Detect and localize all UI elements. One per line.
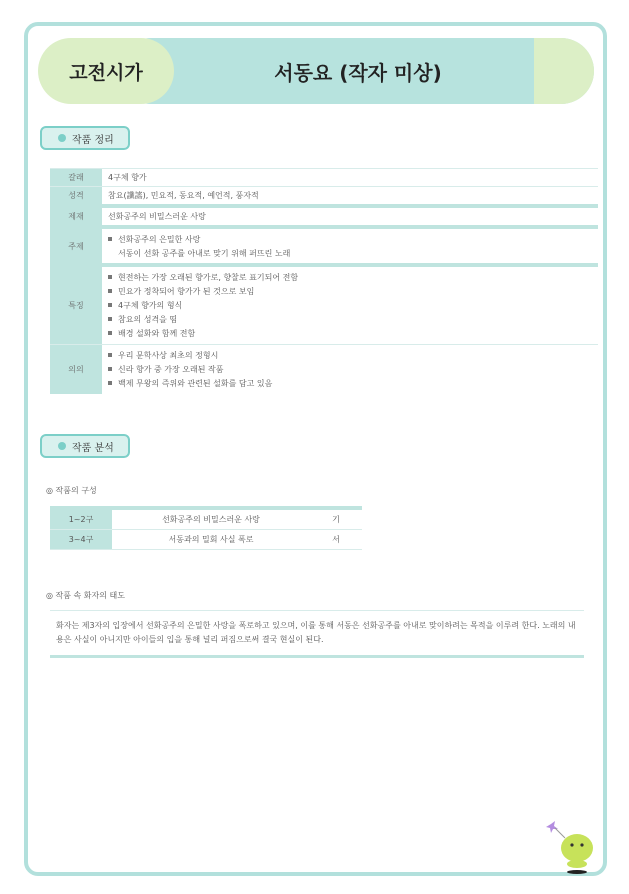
table-row — [50, 530, 362, 550]
table-row — [50, 206, 598, 227]
table-row — [50, 169, 598, 187]
table-row — [50, 265, 598, 345]
table-row — [50, 345, 598, 395]
header-cap — [534, 38, 594, 104]
analysis-intro: ◎ 작품의 구성 — [46, 486, 97, 495]
row-key: 제재 — [50, 206, 102, 227]
table-row — [50, 508, 362, 530]
row-key: 주제 — [50, 227, 102, 265]
bullet-icon — [58, 134, 66, 142]
structure-table — [50, 506, 362, 550]
section-label-text: 작품 분석 — [72, 442, 114, 454]
row-value: 현전하는 가장 오래된 향가로, 향찰로 표기되어 전함 민요가 정착되어 향가가 된 것으로 보임 4구체 향가의 형식 참요의 성격을 띰 배경 설화와 함께 전함 — [102, 265, 598, 345]
row-key: 3~4구 — [50, 530, 112, 550]
row-value: 선화공주의 은밀한 사랑 서동이 선화 공주를 아내로 맞기 위해 퍼뜨린 노래 — [102, 227, 598, 265]
row-value: 참요(讖謠), 민요적, 동요적, 예언적, 풍자적 — [102, 187, 598, 207]
sub-heading: ◎ 작품 속 화자의 태도 — [46, 591, 125, 600]
row-value: 선화공주의 비밀스러운 사랑 — [112, 508, 310, 530]
category-badge: 고전시가 — [38, 38, 174, 104]
row-value: 4구체 향가 — [102, 169, 598, 187]
row-value: 서동과의 밀회 사실 폭로 — [112, 530, 310, 550]
row-value: 우리 문학사상 최초의 정형시 신라 향가 중 가장 오래된 작품 백제 무왕의 즉위와 관련된 설화를 담고 있음 — [102, 345, 598, 395]
mascot-icon — [545, 818, 601, 874]
row-key: 특징 — [50, 265, 102, 345]
row-note: 서 — [310, 530, 362, 550]
row-value: 선화공주의 비밀스러운 사랑 — [102, 206, 598, 227]
page-title: 서동요 (작자 미상) — [274, 60, 442, 85]
section-label-summary — [40, 126, 130, 150]
summary-table — [50, 168, 598, 394]
explanation-text: 화자는 제3자의 입장에서 선화공주의 은밀한 사랑을 폭로하고 있으며, 이를 통해 서동은 선화공주를 아내로 맞이하려는 목적을 이루려 한다. 노래의 내용은 사실이 아니지만 아이들의 입을 통해 널리 퍼짐으로써 결국 현실이 된다. — [56, 621, 576, 644]
row-key: 성격 — [50, 187, 102, 207]
explanation-box — [50, 610, 584, 658]
row-key: 의의 — [50, 345, 102, 395]
table-row — [50, 227, 598, 265]
header — [38, 38, 594, 104]
section-label-analysis — [40, 434, 130, 458]
bullet-icon — [58, 442, 66, 450]
row-key: 1~2구 — [50, 508, 112, 530]
row-key: 갈래 — [50, 169, 102, 187]
row-note: 기 — [310, 508, 362, 530]
table-row — [50, 187, 598, 207]
section-label-text: 작품 정리 — [72, 134, 114, 146]
